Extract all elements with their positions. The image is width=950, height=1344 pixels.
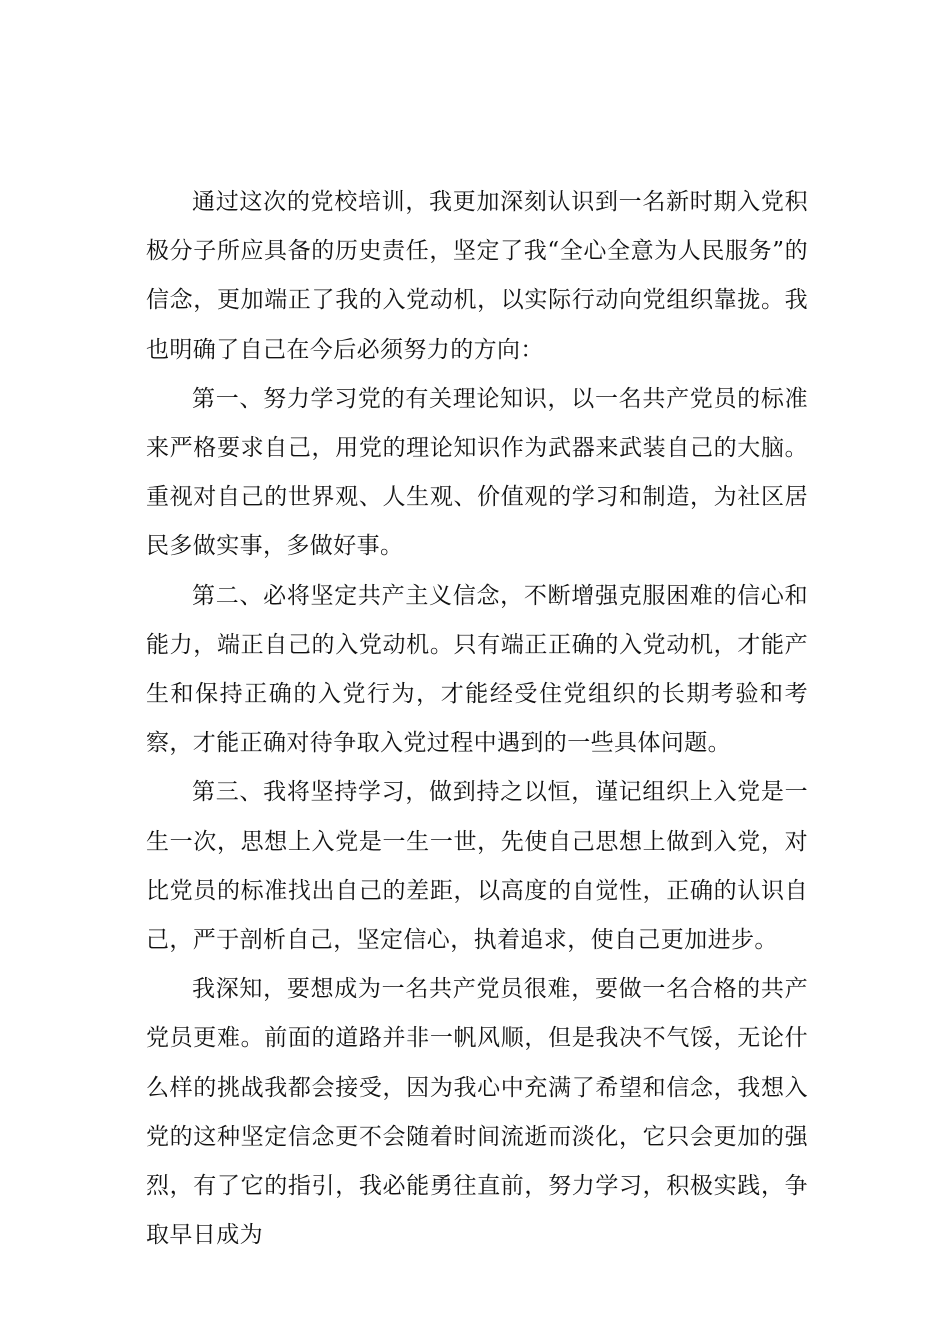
paragraph-third: 第三、我将坚持学习，做到持之以恒，谨记组织上入党是一生一次，思想上入党是一生一世，先使自己思想上做到入党，对比党员的标准找出自己的差距，以高度的自觉性，正确的认识自己，严于剖析自己，坚定信心，执着追求，使自己更加进步。	[146, 779, 808, 954]
paragraph-first: 第一、努力学习党的有关理论知识，以一名共产党员的标准来严格要求自己，用党的理论知识作为武器来武装自己的大脑。重视对自己的世界观、人生观、价值观的学习和制造，为社区居民多做实事，多做好事。	[146, 385, 808, 560]
paragraph-second: 第二、必将坚定共产主义信念，不断增强克服困难的信心和能力，端正自己的入党动机。只有端正正确的入党动机，才能产生和保持正确的入党行为，才能经受住党组织的长期考验和考察，才能正确对待争取入党过程中遇到的一些具体问题。	[146, 582, 808, 757]
paragraph-intro: 通过这次的党校培训，我更加深刻认识到一名新时期入党积极分子所应具备的历史责任，坚定了我“全心全意为人民服务”的信念，更加端正了我的入党动机，以实际行动向党组织靠拢。我也明确了自己在今后必须努力的方向：	[146, 189, 808, 363]
paragraph-conclusion: 我深知，要想成为一名共产党员很难，要做一名合格的共产党员更难。前面的道路并非一帆风顺，但是我决不气馁，无论什么样的挑战我都会接受，因为我心中充满了希望和信念，我想入党的这种坚定信念更不会随着时间流逝而淡化，它只会更加的强烈，有了它的指引，我必能勇往直前，努力学习，积极实践，争取早日成为	[146, 976, 808, 1249]
document-body	[146, 178, 808, 1260]
